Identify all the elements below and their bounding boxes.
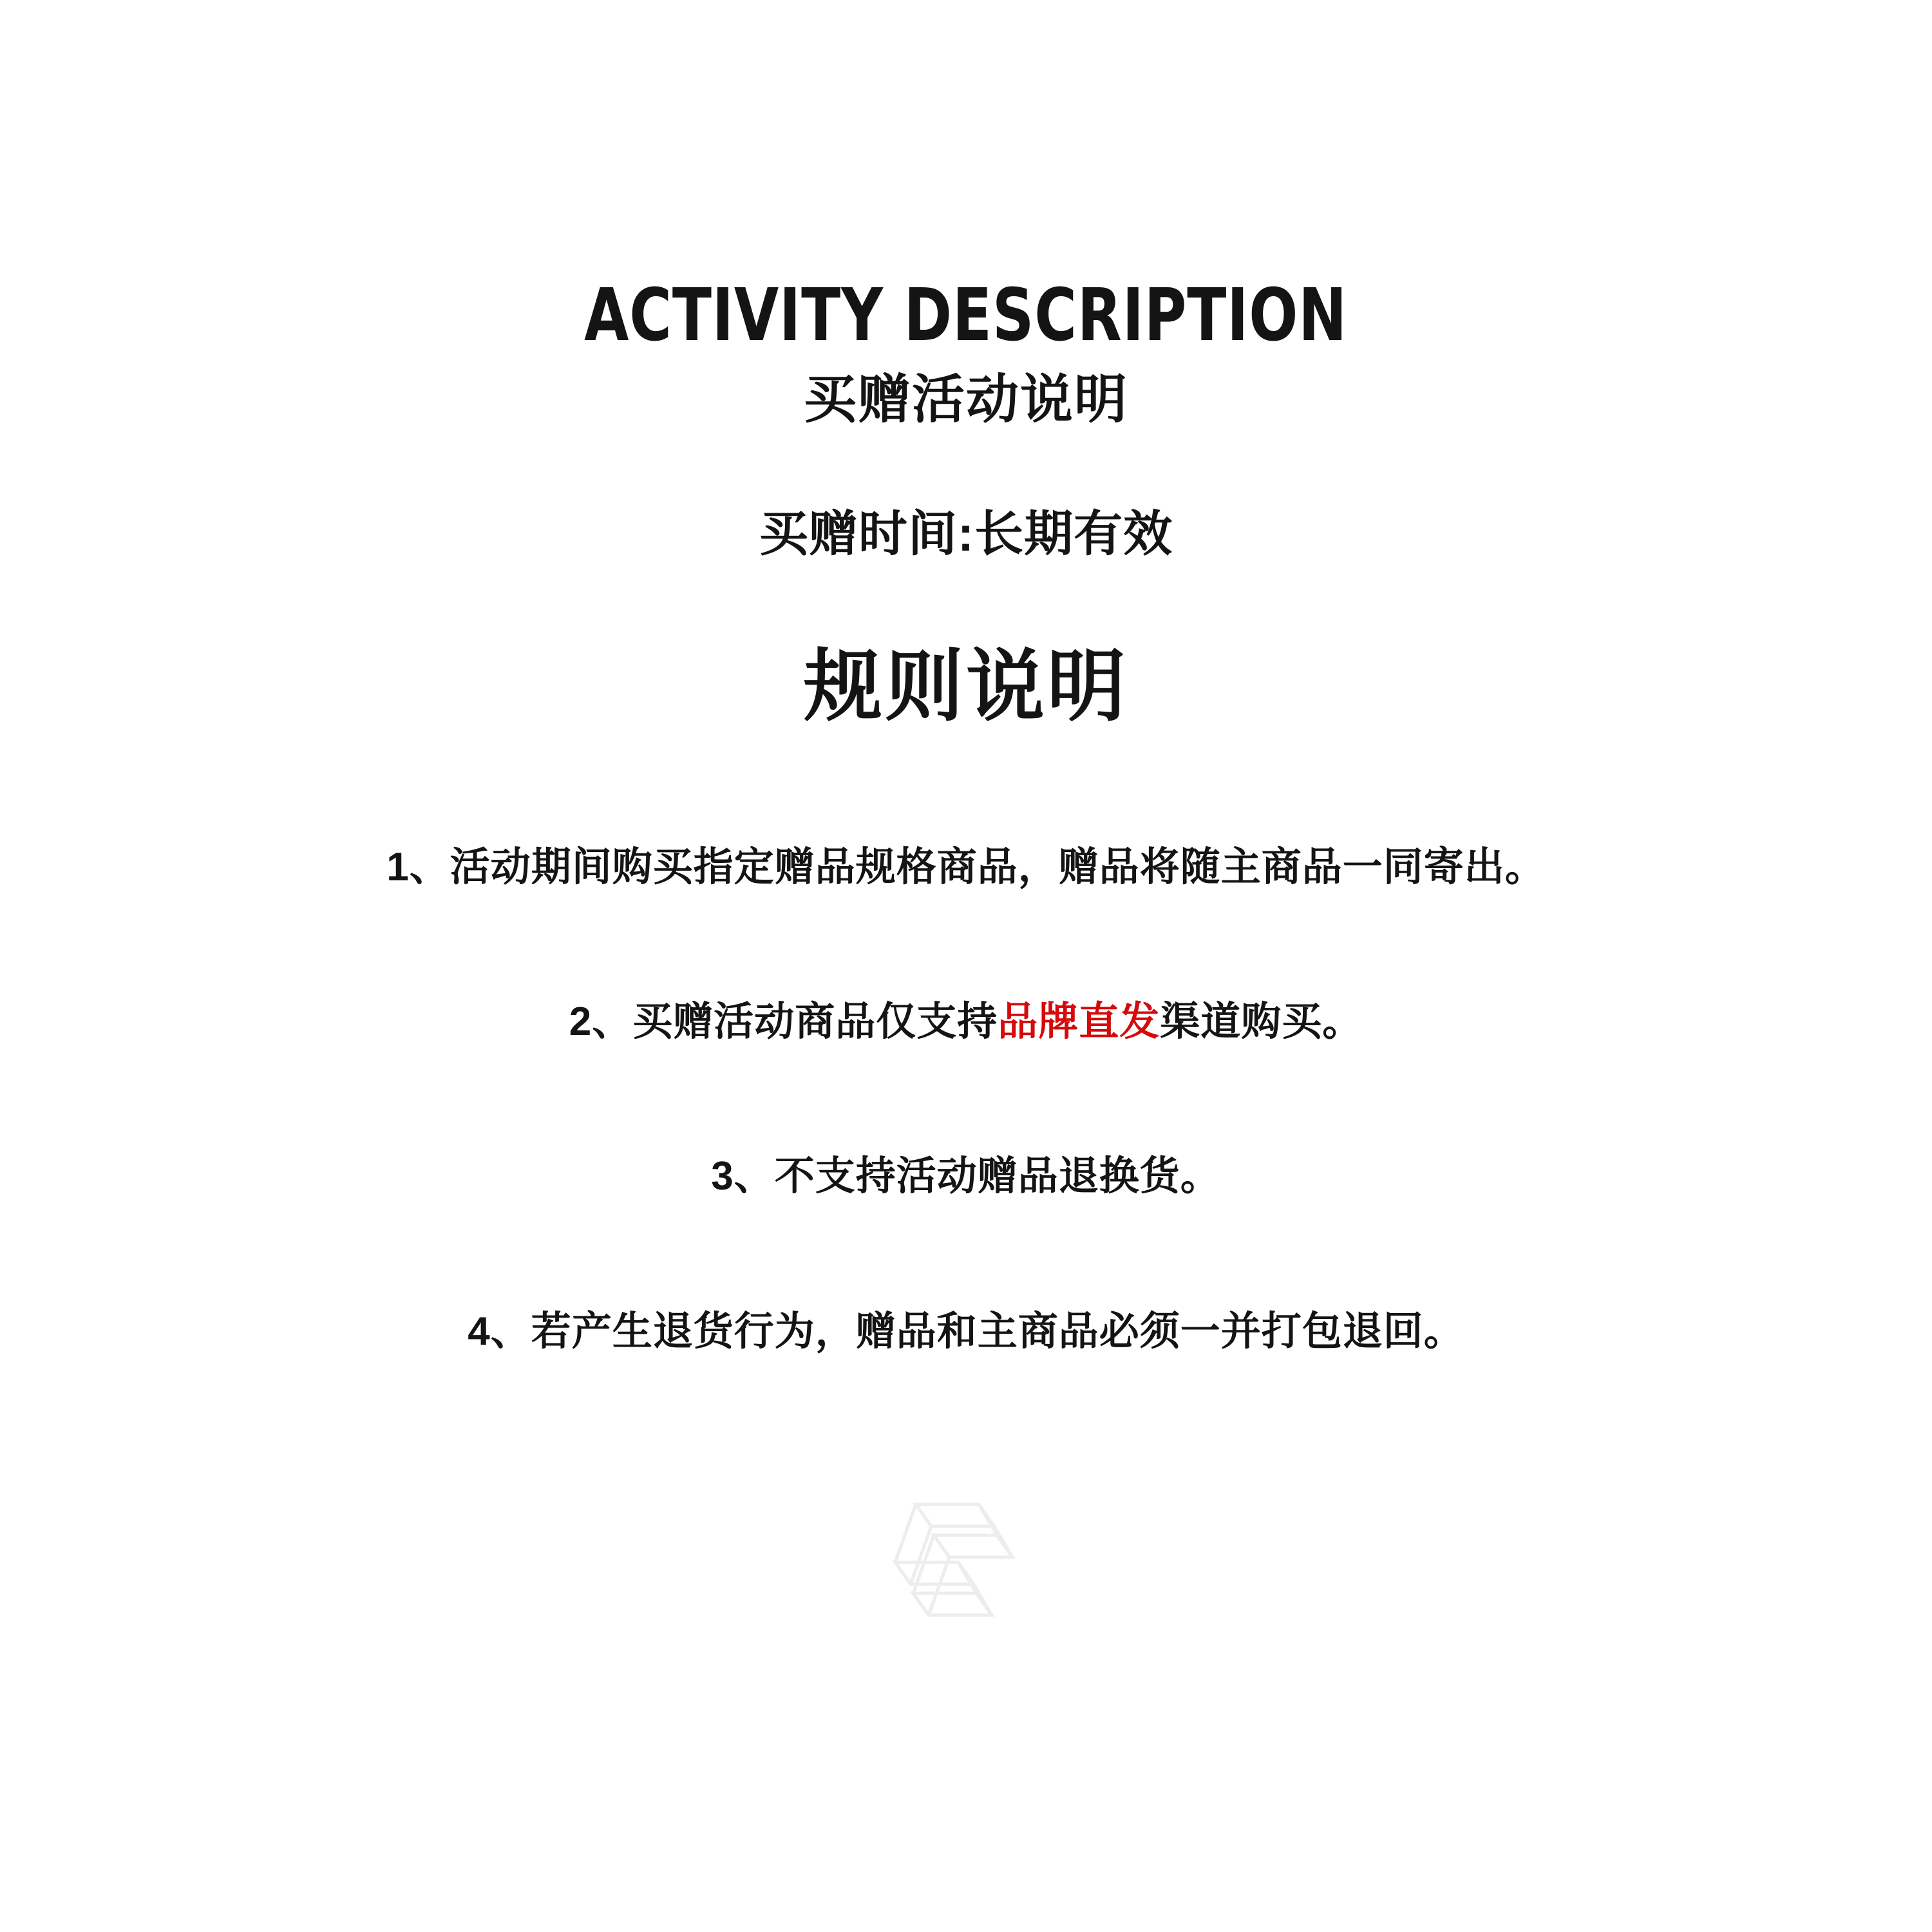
brand-logo-watermark-icon (857, 1481, 1075, 1636)
rule-item (569, 998, 1363, 1046)
activity-period-text: 买赠时间:长期有效 (759, 506, 1173, 562)
rule-text-prefix: 1、活动期间购买指定赠品规格商品，赠品将随主商品一同寄出。 (386, 844, 1546, 889)
rules-list (129, 844, 1803, 1356)
rule-text-prefix: 4、若产生退货行为，赠品和主商品必须一并打包退回。 (468, 1309, 1464, 1354)
rules-section-heading: 规则说明 (804, 643, 1128, 731)
rule-text-highlight: 品牌直发 (998, 999, 1160, 1044)
rule-text-prefix: 2、买赠活动商品仅支持 (569, 999, 998, 1044)
rule-text-suffix: 渠道购买。 (1160, 999, 1363, 1044)
rule-item (468, 1308, 1464, 1356)
rule-item (386, 844, 1545, 891)
page-title-english: ACTIVITY DESCRIPTION (584, 274, 1348, 357)
page-title-chinese: 买赠活动说明 (803, 370, 1128, 429)
rule-item (711, 1153, 1220, 1200)
rule-text-prefix: 3、不支持活动赠品退换货。 (711, 1154, 1221, 1199)
